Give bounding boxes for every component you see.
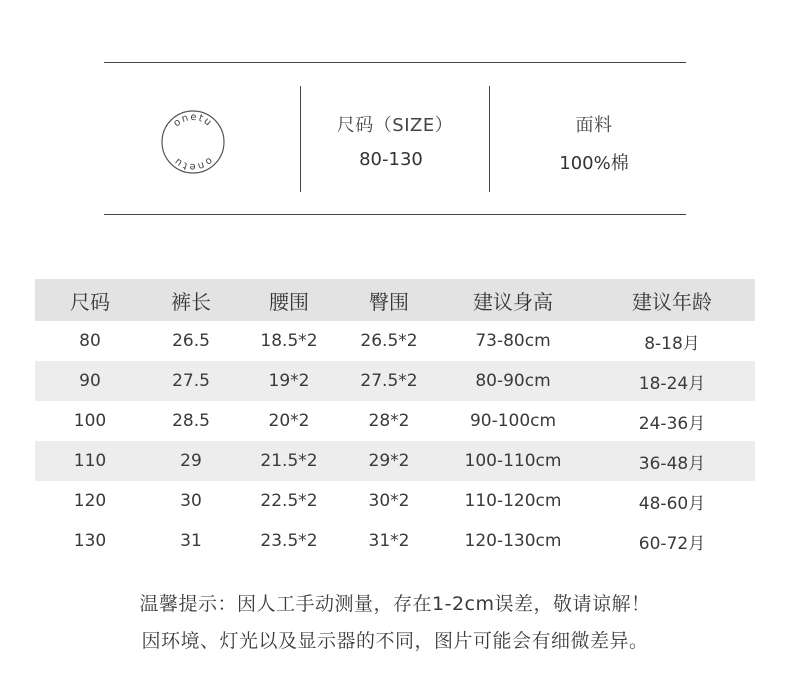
cell-pants-length: 27.5	[172, 371, 210, 391]
header-age: 建议年龄	[632, 289, 712, 314]
cell-size: 120	[73, 491, 107, 511]
table-row	[35, 481, 755, 521]
logo-text-bottom: onetu	[171, 154, 215, 173]
cell-hip: 28*2	[368, 411, 410, 431]
cell-waist: 18.5*2	[260, 331, 318, 351]
table-row	[35, 321, 755, 361]
cell-size: 110	[73, 451, 107, 471]
size-value: 80-130	[359, 149, 423, 170]
cell-age: 24-36月	[638, 413, 706, 434]
cell-size: 80	[79, 331, 101, 351]
header-size: 尺码	[70, 289, 110, 314]
fabric-label: 面料	[575, 115, 613, 136]
cell-waist: 22.5*2	[260, 491, 318, 511]
cell-size: 130	[73, 531, 107, 551]
cell-hip: 30*2	[368, 491, 410, 511]
cell-pants-length: 31	[180, 531, 202, 551]
cell-pants-length: 28.5	[172, 411, 210, 431]
cell-age: 8-18月	[644, 333, 700, 354]
note-color-difference: 因环境、灯光以及显示器的不同，图片可能会有细微差异。	[141, 630, 649, 652]
size-table	[35, 279, 755, 561]
header-pants-length: 裤长	[171, 289, 211, 314]
header-height: 建议身高	[473, 289, 553, 314]
cell-age: 18-24月	[638, 373, 706, 394]
cell-hip: 26.5*2	[360, 331, 418, 351]
note-measurement-error: 温馨提示：因人工手动测量，存在1-2cm误差，敬请谅解！	[139, 593, 651, 615]
cell-age: 60-72月	[638, 533, 706, 554]
header-hip: 臀围	[369, 289, 409, 314]
info-divider-left	[300, 86, 301, 192]
fabric-value: 100%棉	[559, 153, 629, 174]
cell-height: 80-90cm	[475, 371, 551, 391]
header-waist: 腰围	[269, 289, 309, 314]
cell-hip: 29*2	[368, 451, 410, 471]
bottom-divider	[104, 214, 686, 215]
cell-hip: 31*2	[368, 531, 410, 551]
cell-size: 90	[79, 371, 101, 391]
cell-age: 48-60月	[638, 493, 706, 514]
cell-pants-length: 29	[180, 451, 202, 471]
cell-waist: 19*2	[268, 371, 310, 391]
top-divider	[104, 62, 686, 63]
cell-height: 100-110cm	[464, 451, 562, 471]
logo-text-top: onetu	[171, 111, 215, 130]
cell-pants-length: 30	[180, 491, 202, 511]
cell-age: 36-48月	[638, 453, 706, 474]
brand-logo	[160, 109, 226, 175]
size-label: 尺码（SIZE）	[336, 115, 454, 136]
cell-height: 120-130cm	[464, 531, 562, 551]
table-row	[35, 441, 755, 481]
cell-waist: 20*2	[268, 411, 310, 431]
cell-waist: 21.5*2	[260, 451, 318, 471]
table-header-row	[35, 279, 755, 321]
cell-pants-length: 26.5	[172, 331, 210, 351]
cell-size: 100	[73, 411, 107, 431]
table-row	[35, 401, 755, 441]
cell-height: 110-120cm	[464, 491, 562, 511]
cell-waist: 23.5*2	[260, 531, 318, 551]
cell-height: 73-80cm	[475, 331, 551, 351]
table-row	[35, 361, 755, 401]
table-row	[35, 521, 755, 561]
cell-hip: 27.5*2	[360, 371, 418, 391]
info-divider-right	[489, 86, 490, 192]
cell-height: 90-100cm	[469, 411, 557, 431]
